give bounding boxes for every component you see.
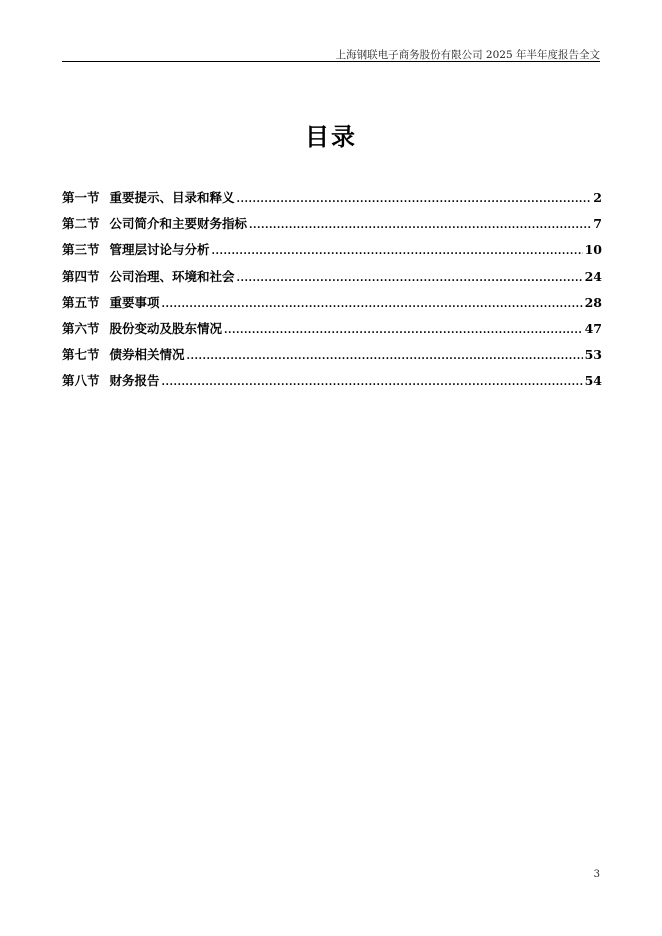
- toc-leader-dots: [212, 246, 583, 257]
- header-rule: [62, 61, 600, 62]
- toc-leader-dots: [224, 325, 583, 336]
- toc-entry[interactable]: [62, 319, 602, 345]
- toc-section-title: 公司简介和主要财务指标: [109, 216, 248, 232]
- toc-page-number: 47: [584, 320, 602, 336]
- toc-entry[interactable]: [62, 371, 602, 397]
- toc-page-number: 53: [584, 347, 602, 363]
- toc-leader-dots: [162, 299, 583, 310]
- toc-page-number: 2: [593, 190, 602, 205]
- toc-leader-dots: [249, 220, 591, 231]
- toc-page-number: 54: [584, 373, 602, 389]
- toc-section-number: 第三节: [62, 242, 100, 258]
- toc-leader-dots: [162, 377, 583, 388]
- toc-entry[interactable]: [62, 188, 602, 214]
- toc-section-title: 财务报告: [109, 373, 160, 389]
- toc-section-title: 管理层讨论与分析: [109, 242, 210, 258]
- toc-leader-dots: [237, 273, 583, 284]
- toc-section-number: 第八节: [62, 373, 100, 389]
- toc-leader-dots: [187, 351, 583, 362]
- page-number: 3: [593, 869, 600, 880]
- toc-section-number: 第七节: [62, 347, 100, 363]
- toc-section-title: 股份变动及股东情况: [109, 320, 223, 336]
- toc-section-number: 第一节: [62, 190, 100, 205]
- running-header: 上海钢联电子商务股份有限公司 2025 年半年度报告全文: [335, 49, 600, 61]
- toc-section-number: 第六节: [62, 320, 100, 336]
- toc-page-number: 28: [584, 294, 602, 310]
- toc-section-number: 第四节: [62, 268, 100, 284]
- toc-page-number: 24: [584, 268, 602, 284]
- toc-entry[interactable]: [62, 293, 602, 319]
- toc-leader-dots: [237, 194, 592, 205]
- toc-section-number: 第二节: [62, 216, 100, 232]
- toc-entry[interactable]: [62, 214, 602, 240]
- toc-section-title: 公司治理、环境和社会: [109, 268, 235, 284]
- page-title: 目录: [305, 123, 357, 151]
- table-of-contents: [62, 188, 602, 398]
- toc-page-number: 7: [593, 216, 602, 232]
- toc-entry[interactable]: [62, 240, 602, 266]
- toc-section-number: 第五节: [62, 294, 100, 310]
- toc-section-title: 债券相关情况: [109, 347, 185, 363]
- toc-entry[interactable]: [62, 345, 602, 371]
- toc-section-title: 重要事项: [109, 294, 160, 310]
- toc-entry[interactable]: [62, 267, 602, 293]
- toc-page-number: 10: [584, 242, 602, 258]
- toc-section-title: 重要提示、目录和释义: [109, 190, 235, 205]
